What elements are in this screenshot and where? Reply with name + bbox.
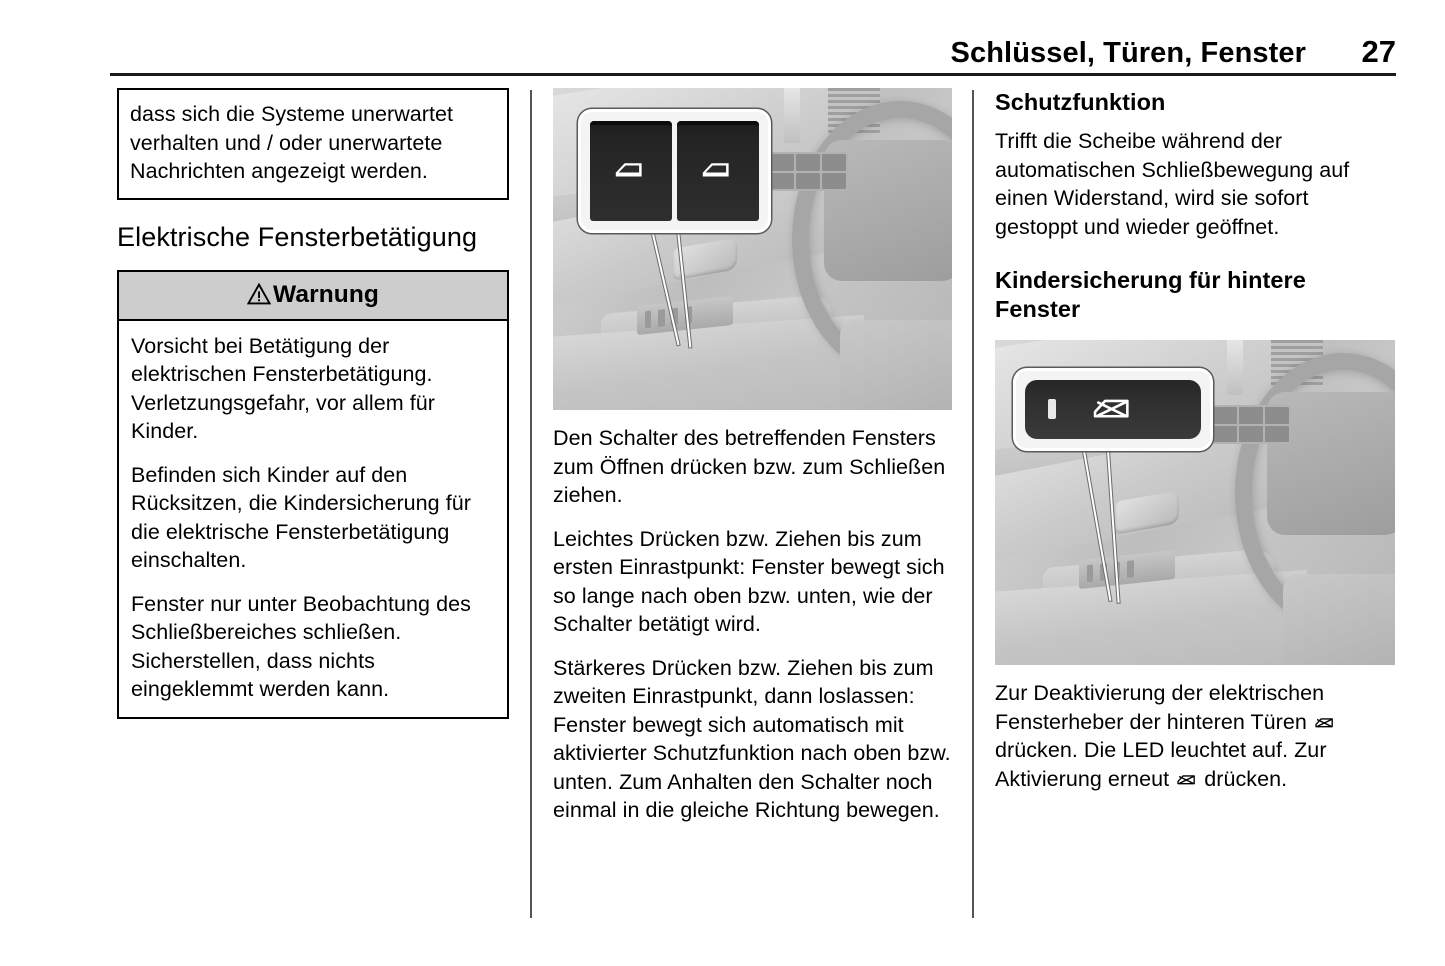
column-divider-left [530,90,532,918]
spacer [995,256,1395,266]
right-paragraph-schutzfunktion: Trifft die Scheibe während der automatischen Schließbewegung auf einen Widerstand, wird sie sofort gestoppt und wieder geöffnet. [995,129,1350,239]
window-switch-rear[interactable] [677,121,759,221]
warning-box [117,270,509,719]
page-header [110,34,1396,70]
continuation-note-text: dass sich die Systeme unerwartet verhalten und / oder unerwartete Nachrichten angezeigt werden. [130,102,454,183]
warning-paragraph: Vorsicht bei Betätigung der elektrischen Fensterbetätigung. Verletzungsgefahr, vor allem für Kinder. [131,333,435,443]
door-window-switches-illustration [553,88,952,410]
three-column-layout [0,88,1445,928]
steering-wheel-buttons-shape [1211,405,1291,444]
child-lock-text-part-2: drücken. Die LED leuchtet auf. Zur Aktivierung erneut [995,738,1327,791]
child-lock-callout [1013,368,1213,451]
spacer [553,410,952,424]
middle-paragraph: Den Schalter des betreffenden Fensters zum Öffnen drücken bzw. zum Schließen ziehen. [553,426,946,507]
continuation-note-box [117,88,509,200]
right-column [995,88,1395,928]
middle-column [553,88,952,928]
a-pillar-shape [1227,340,1243,395]
child-lock-text-part-1: Zur Deaktivierung der elektrischen Fensterheber der hinteren Türen [995,681,1325,734]
subheading-kindersicherung: Kindersicherung für hintere Fenster [995,267,1306,322]
warning-paragraph: Befinden sich Kinder auf den Rücksitzen, die Kindersicherung für die elektrische Fensterbetätigung einschalten. [131,462,471,572]
right-paragraph-kindersicherung [995,679,1395,793]
middle-paragraph: Leichtes Drücken bzw. Ziehen bis zum ersten Einrastpunkt: Fenster bewegt sich so lange nach oben bzw. unten, wie der Schalter betätigt wird. [553,526,945,636]
child-lock-icon [1314,714,1335,732]
child-lock-button-illustration [995,340,1395,665]
page-title: Schlüssel, Türen, Fenster [950,37,1306,69]
child-lock-led-indicator [1048,399,1056,419]
child-lock-text-part-3: drücken. [1198,766,1288,791]
child-lock-window-crossed-icon [1091,392,1133,426]
warning-triangle-icon [247,283,271,310]
spacer [117,200,509,220]
subheading-schutzfunktion: Schutzfunktion [995,89,1166,115]
seat-shape [840,320,952,410]
warning-body [119,321,507,717]
a-pillar-shape [784,88,800,143]
steering-wheel-buttons-shape [768,152,848,191]
section-heading-electric-windows: Elektrische Fensterbetätigung [117,221,478,252]
spacer [995,117,1395,127]
left-column [117,88,509,928]
column-divider-right [972,90,974,918]
warning-label: Warnung [273,281,379,308]
car-door-window-icon [699,157,737,185]
warning-paragraph: Fenster nur unter Beobachtung des Schließbereiches schließen. Sicherstellen, dass nichts eingeklemmt werden kann. [131,591,471,701]
middle-paragraph: Stärkeres Drücken bzw. Ziehen bis zum zweiten Einrastpunkt, dann loslassen: Fenster bewegt sich automatisch mit aktivierter Schutzfunktion nach oben bzw. unten. Zum Anhalten den Schalter noch einmal in die gleiche Richtung bewegen. [553,655,951,822]
page-number: 27 [1361,34,1396,69]
warning-header [119,272,507,321]
child-lock-icon [1176,771,1197,789]
window-switch-front[interactable] [590,121,672,221]
child-lock-button[interactable] [1025,380,1201,439]
seat-shape [1283,574,1395,665]
header-rule [110,73,1396,76]
car-door-window-icon [612,157,650,185]
window-switch-callout [578,109,772,233]
spacer [995,665,1395,679]
